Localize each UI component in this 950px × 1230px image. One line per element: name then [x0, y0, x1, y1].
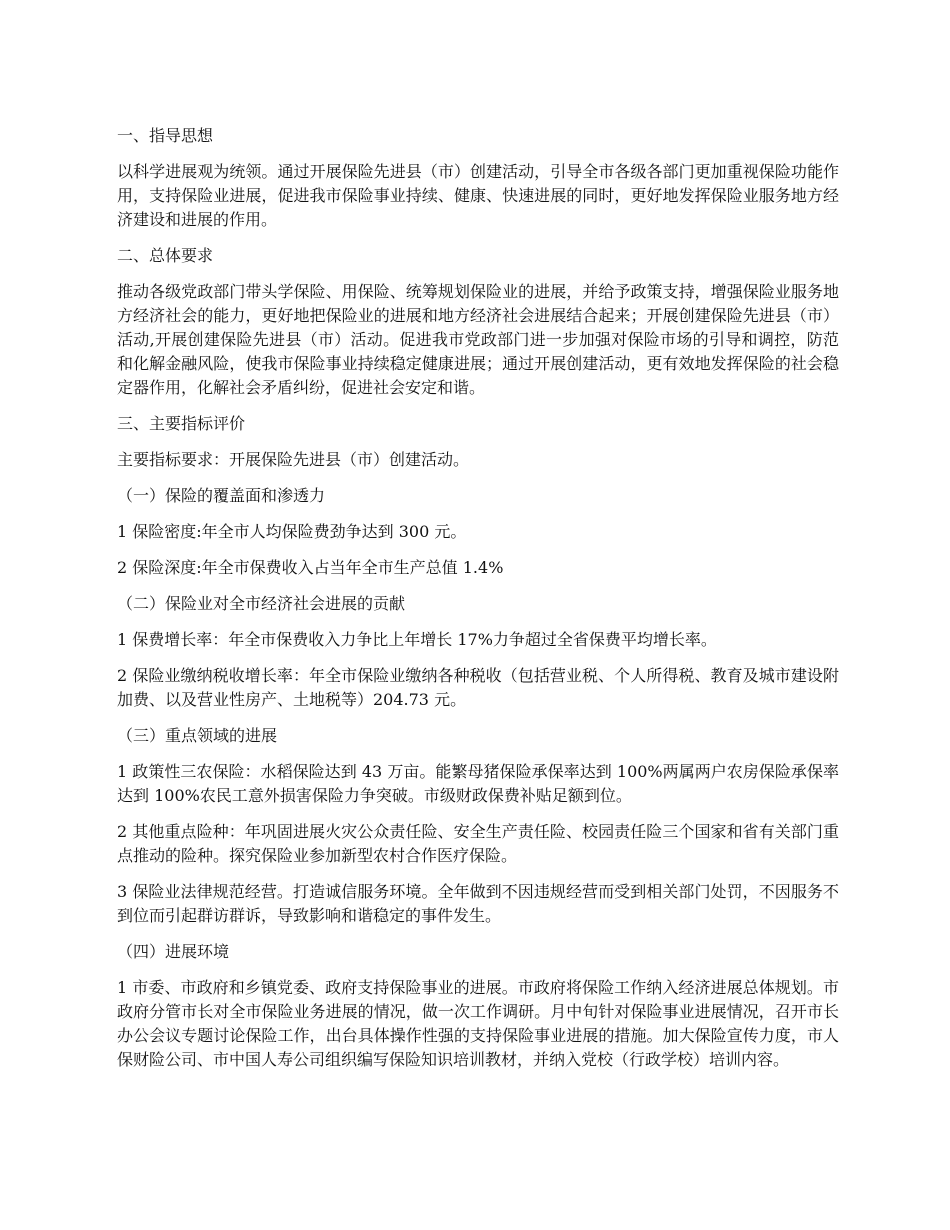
paragraph-tax-growth: 2 保险业缴纳税收增长率：年全市保险业缴纳各种税收（包括营业税、个人所得税、教育及城市建设附加费、以及营业性房产、土地税等）204.73 元。: [117, 666, 839, 709]
section-heading-guiding-ideology: 一、指导思想: [117, 126, 214, 145]
paragraph-insurance-density: 1 保险密度:年全市人均保险费劲争达到 300 元。: [117, 522, 467, 541]
paragraph-guiding-ideology: 以科学进展观为统领。通过开展保险先进县（市）创建活动，引导全市各级各部门更加重视保险功能作用，支持保险业进展，促进我市保险事业持续、健康、快速进展的同时，更好地发挥保险业服务地方经济建设和进展的作用。: [117, 162, 839, 229]
subsection-heading-key-areas: （三）重点领域的进展: [117, 726, 278, 745]
paragraph-premium-growth: 1 保费增长率：年全市保费收入力争比上年增长 17%力争超过全省保费平均增长率。: [117, 630, 717, 649]
paragraph-insurance-depth: 2 保险深度:年全市保费收入占当年全市生产总值 1.4%: [117, 558, 504, 577]
paragraph-overall-requirements: 推动各级党政部门带头学保险、用保险、统筹规划保险业的进展，并给予政策支持，增强保险业服务地方经济社会的能力，更好地把保险业的进展和地方经济社会进展结合起来；开展创建保险先进县（市）活动,开展创建保险先进县（市）活动。促进我市党政部门进一步加强对保险市场的引导和调控，防范和化解金融风险，使我市保险事业持续稳定健康进展；通过开展创建活动，更有效地发挥保险的社会稳定器作用，化解社会矛盾纠纷，促进社会安定和谐。: [117, 282, 839, 397]
subsection-heading-coverage: （一）保险的覆盖面和渗透力: [117, 486, 326, 505]
subsection-heading-environment: （四）进展环境: [117, 942, 230, 961]
subsection-heading-contribution: （二）保险业对全市经济社会进展的贡献: [117, 594, 406, 613]
section-heading-overall-requirements: 二、总体要求: [117, 246, 214, 265]
document-body: [117, 124, 839, 1084]
paragraph-legal-compliance: 3 保险业法律规范经营。打造诚信服务环境。全年做到不因违规经营而受到相关部门处罚，不因服务不到位而引起群访群诉，导致影响和谐稳定的事件发生。: [117, 882, 839, 925]
section-heading-main-indicators: 三、主要指标评价: [117, 414, 246, 433]
paragraph-main-indicators: 主要指标要求：开展保险先进县（市）创建活动。: [117, 450, 470, 469]
paragraph-government-support: 1 市委、市政府和乡镇党委、政府支持保险事业的进展。市政府将保险工作纳入经济进展总体规划。市政府分管市长对全市保险业务进展的情况，做一次工作调研。月中旬针对保险事业进展情况，召开市长办公会议专题讨论保险工作，出台具体操作性强的支持保险事业进展的措施。加大保险宣传力度，市人保财险公司、市中国人寿公司组织编写保险知识培训教材，并纳入党校（行政学校）培训内容。: [117, 978, 839, 1069]
paragraph-other-key-insurance: 2 其他重点险种：年巩固进展火灾公众责任险、安全生产责任险、校园责任险三个国家和省有关部门重点推动的险种。探究保险业参加新型农村合作医疗保险。: [117, 822, 839, 865]
paragraph-agricultural-insurance: 1 政策性三农保险：水稻保险达到 43 万亩。能繁母猪保险承保率达到 100%两属两户农房保险承保率达到 100%农民工意外损害保险力争突破。市级财政保费补贴足额到位。: [117, 762, 839, 805]
